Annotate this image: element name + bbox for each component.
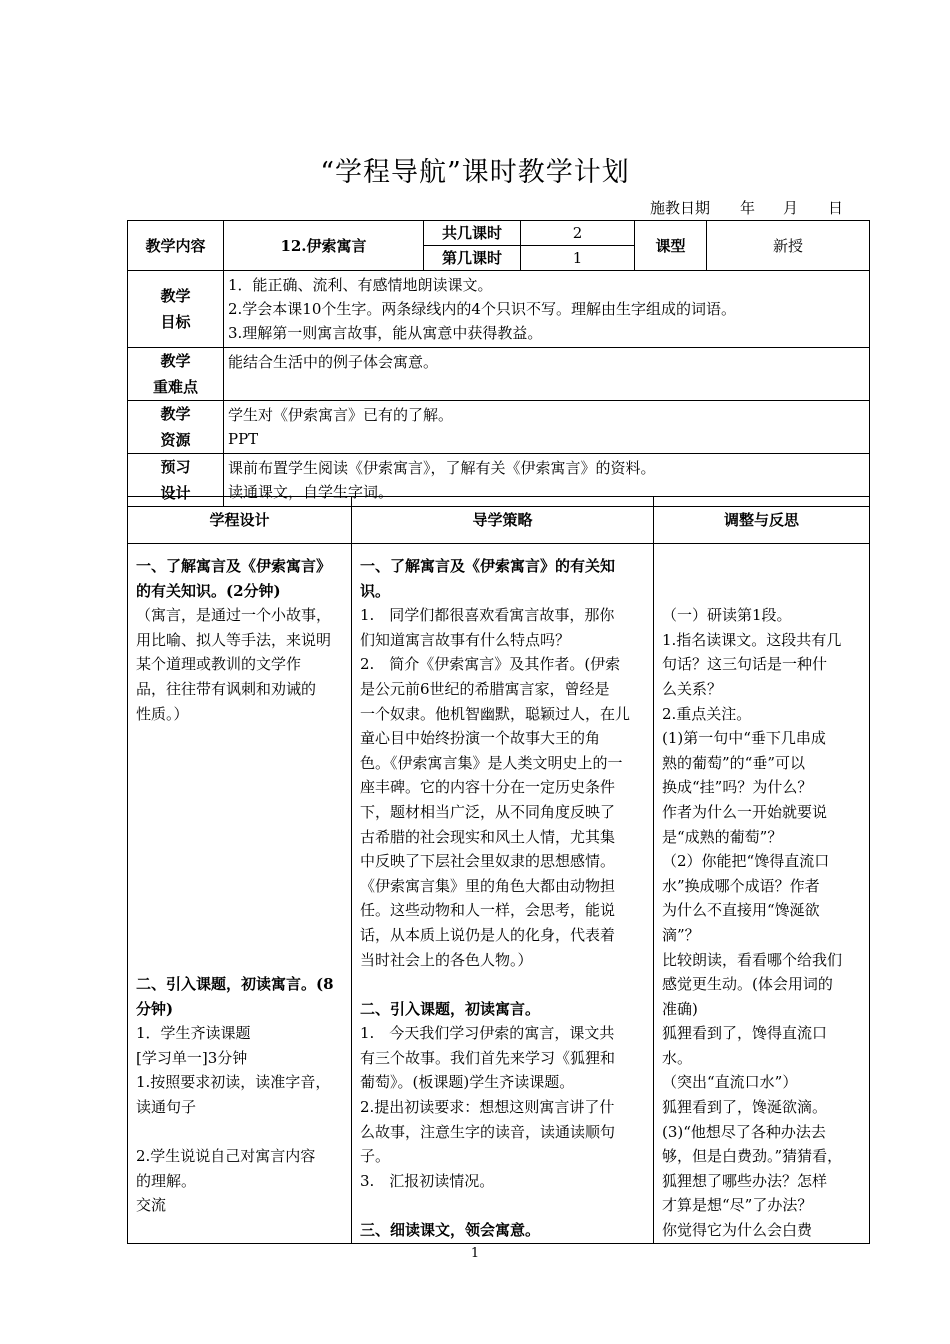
strategy-line: 色。《伊索寓言集》是人类文明史上的一 [360, 753, 623, 772]
goals-label-line-2: 目标 [160, 313, 191, 331]
reflection-line: 水”换成哪个成语？作者 [662, 876, 820, 895]
reflection-line: 句话？这三句话是一种什 [662, 655, 828, 674]
strategy-line: 下，题材相当广泛，从不同角度反映了 [360, 802, 616, 821]
lesson-no-value: 1 [521, 246, 635, 271]
strategy-line: 一个奴隶。他机智幽默，聪颖过人，在儿 [360, 704, 631, 723]
reflection-line: （2）你能把“馋得直流口 [662, 852, 830, 871]
goals-label [128, 271, 224, 348]
reflection-line: 才算是想“尽”了办法？ [662, 1196, 813, 1215]
reflection-header: 调整与反思 [654, 497, 870, 544]
reflection-line: 你觉得它为什么会白费 [662, 1221, 813, 1240]
strategy-line: 话，从本质上说仍是人的化身，代表着 [360, 925, 616, 944]
strategy-line: 童心目中始终扮演一个故事大王的角 [360, 729, 601, 748]
strategy-line: 座丰碑。它的内容十分在一定历史条件 [360, 778, 616, 797]
reflection-line: 准确) [662, 999, 698, 1018]
type-label: 课型 [635, 221, 707, 271]
content-value: 12.伊索寓言 [224, 221, 424, 271]
lesson-no-label: 第几课时 [424, 246, 521, 271]
design-header: 学程设计 [128, 497, 352, 544]
preview-label-line-1: 预习 [160, 458, 191, 476]
design-line: 二、引入课题，初读寓言。(8 [136, 975, 334, 994]
reflection-line: 比较朗读，看看哪个给我们 [662, 950, 843, 969]
strategy-line: 《伊索寓言集》里的角色大都由动物担 [360, 876, 616, 895]
reflection-column [654, 544, 870, 1244]
reflection-line: 狐狸看到了，馋涎欲滴。 [662, 1098, 828, 1117]
date-label: 施教日期 [650, 199, 711, 217]
design-line: 的有关知识。(2分钟) [136, 581, 281, 600]
goal-item: 2.学会本课10个生字。两条绿线内的4个只识不写。理解由生字组成的词语。 [228, 300, 736, 318]
date-year: 年 [740, 199, 756, 217]
difficulty-label [128, 348, 224, 401]
strategy-line: 么故事，注意生字的读音，读通读顺句 [360, 1122, 616, 1141]
date-line [650, 197, 843, 218]
goal-item: 1．能正确、流利、有感情地朗读课文。 [228, 276, 493, 294]
strategy-line: 中反映了下层社会里奴隶的思想感情。 [360, 852, 616, 871]
total-lessons-value: 2 [521, 221, 635, 246]
design-line: 品，往往带有讽刺和劝诫的 [136, 679, 317, 698]
strategy-line: 三、细读课文，领会寓意。 [360, 1221, 541, 1240]
strategy-line: 们知道寓言故事有什么特点吗？ [360, 630, 571, 649]
reflection-line: (3)“他想尽了各种办法去 [662, 1122, 826, 1141]
goals-label-line-1: 教学 [160, 287, 191, 305]
strategy-line: 古希腊的社会现实和风土人情，尤其集 [360, 827, 616, 846]
design-line: 1．学生齐读课题 [136, 1024, 251, 1043]
strategy-line: 2.提出初读要求：想想这则寓言讲了什 [360, 1098, 615, 1117]
reflection-line: 是“成熟的葡萄”？ [662, 827, 783, 846]
strategy-line: 3. 汇报初读情况。 [360, 1171, 495, 1190]
page-title: “学程导航”课时教学计划 [320, 157, 630, 188]
strategy-line: 葡萄》。(板课题)学生齐读课题。 [360, 1073, 575, 1092]
goals-cell [224, 271, 870, 348]
design-line: 性质。） [136, 704, 189, 723]
resources-label-line-1: 教学 [160, 405, 191, 423]
design-line: 1.按照要求初读，读准字音， [136, 1073, 331, 1092]
total-lessons-label: 共几课时 [424, 221, 521, 246]
design-line: [学习单一]3分钟 [136, 1048, 248, 1067]
reflection-line: 水。 [662, 1048, 693, 1067]
resources-cell [224, 401, 870, 454]
page-number: 1 [470, 1246, 480, 1261]
design-line: 用比喻、拟人等手法，来说明 [136, 630, 332, 649]
type-value: 新授 [707, 221, 870, 271]
reflection-line: 狐狸想了哪些办法？怎样 [662, 1171, 828, 1190]
reflection-line: 为什么不直接用“馋涎欲 [662, 901, 820, 920]
reflection-line: （一）研读第1段。 [662, 606, 792, 625]
design-line: 某个道理或教训的文学作 [136, 655, 302, 674]
strategy-column [352, 544, 654, 1244]
reflection-line: 么关系？ [662, 679, 723, 698]
strategy-line: 任。这些动物和人一样，会思考，能说 [360, 901, 616, 920]
reflection-line: 滴”？ [662, 925, 700, 944]
strategy-line: 有三个故事。我们首先来学习《狐狸和 [360, 1048, 616, 1067]
reflection-line: （突出“直流口水”） [662, 1073, 798, 1092]
strategy-line: 一、了解寓言及《伊索寓言》的有关知 [360, 557, 616, 575]
difficulty-label-line-1: 教学 [160, 352, 191, 370]
main-table [127, 496, 870, 1244]
preview-item: 课前布置学生阅读《伊索寓言》，了解有关《伊索寓言》的资料。 [228, 459, 656, 477]
reflection-line: (1)第一句中“垂下几串成 [662, 729, 826, 748]
strategy-line: 二、引入课题，初读寓言。 [360, 999, 541, 1018]
content-label: 教学内容 [128, 221, 224, 271]
preview-item: 读通课文，自学生字词。 [228, 483, 394, 501]
resource-item: 学生对《伊索寓言》已有的了解。 [228, 406, 454, 424]
design-line: 的理解。 [136, 1171, 197, 1190]
difficulty-label-line-2: 重难点 [152, 378, 198, 396]
info-table [127, 220, 870, 507]
goal-item: 3.理解第一则寓言故事，能从寓意中获得教益。 [228, 324, 543, 342]
reflection-line: 够，但是白费劲。”猜猜看， [662, 1147, 843, 1166]
design-line: 分钟) [136, 999, 174, 1018]
strategy-header: 导学策略 [352, 497, 654, 544]
strategy-line: 是公元前6世纪的希腊寓言家，曾经是 [360, 679, 610, 698]
design-column [128, 544, 352, 1244]
date-day: 日 [828, 199, 844, 217]
reflection-line: 2.重点关注。 [662, 704, 752, 723]
strategy-line: 当时社会上的各色人物。） [360, 950, 533, 969]
design-line: 一、了解寓言及《伊索寓言》 [136, 557, 332, 575]
strategy-line: 1. 今天我们学习伊索的寓言，课文共 [360, 1024, 615, 1043]
date-month: 月 [783, 199, 799, 217]
strategy-line: 识。 [360, 581, 391, 600]
strategy-line: 1. 同学们都很喜欢看寓言故事，那你 [360, 606, 615, 625]
design-line: 读通句子 [136, 1098, 197, 1117]
reflection-line: 狐狸看到了，馋得直流口 [662, 1024, 828, 1043]
strategy-line: 子。 [360, 1147, 391, 1166]
design-line: （寓言，是通过一个小故事， [136, 606, 332, 625]
reflection-line: 熟的葡萄”的“垂”可以 [662, 753, 806, 772]
strategy-line: 2. 简介《伊索寓言》及其作者。(伊索 [360, 655, 621, 674]
reflection-line: 作者为什么一开始就要说 [662, 802, 828, 821]
design-line: 交流 [136, 1196, 167, 1215]
reflection-line: 1.指名读课文。这段共有几 [662, 630, 842, 649]
resources-label [128, 401, 224, 454]
preview-label-line-2: 设计 [160, 484, 191, 502]
design-line: 2.学生说说自己对寓言内容 [136, 1147, 316, 1166]
resource-item: PPT [228, 430, 259, 448]
resources-label-line-2: 资源 [160, 431, 191, 449]
reflection-line: 换成“挂”吗？为什么？ [662, 778, 813, 797]
difficulty-cell: 能结合生活中的例子体会寓意。 [224, 348, 870, 401]
reflection-line: 感觉更生动。(体会用词的 [662, 975, 833, 994]
